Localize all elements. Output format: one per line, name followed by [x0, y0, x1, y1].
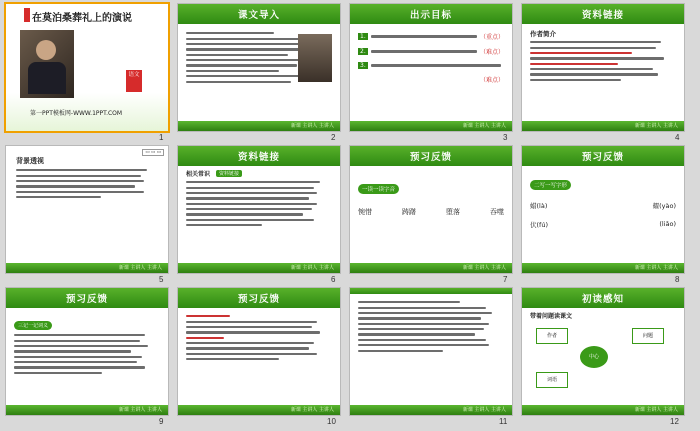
- slide-thumbnail-5[interactable]: ▭ ▭ ▭ 背景透视 新课 主讲人 主讲人: [6, 146, 168, 273]
- slide-number: 2: [331, 133, 336, 142]
- slide-number: 10: [327, 417, 336, 426]
- slide-thumbnail-9[interactable]: 预习反馈 三记一记词义 新课 主讲人 主讲人: [6, 288, 168, 415]
- mindmap-node: 问题: [632, 328, 664, 344]
- slide-thumbnail-2[interactable]: 课文导入 新课 主讲人 主讲人: [178, 4, 340, 131]
- slide-number: 1: [159, 133, 164, 142]
- slide-header: 资料链接: [178, 146, 340, 166]
- slide-header: 预习反馈: [178, 288, 340, 308]
- slide-thumbnail-11[interactable]: 新课 主讲人 主讲人: [350, 288, 512, 415]
- slide-thumbnail-12[interactable]: 初读感知 带着问题读课文 中心 作者 词语 问题 新课 主讲人 主讲人: [522, 288, 684, 415]
- slide-header: 预习反馈: [522, 146, 684, 166]
- section-subtitle: 作者简介: [530, 30, 556, 38]
- mindmap-center-node: 中心: [580, 346, 608, 368]
- slide-number: 11: [499, 417, 508, 426]
- slide-header: 课文导入: [178, 4, 340, 24]
- section-subtitle: 背景透视: [16, 157, 44, 165]
- slide-header: 预习反馈: [350, 146, 512, 166]
- section-subtitle: 带着问题读课文: [530, 313, 573, 320]
- portrait-image: [298, 34, 332, 82]
- title-marker: [24, 8, 30, 22]
- mindmap-node: 词语: [536, 372, 568, 388]
- slide-thumbnail-4[interactable]: 资料链接 作者简介 新课 主讲人 主讲人: [522, 4, 684, 131]
- section-tab: 一读一读字音: [358, 184, 399, 194]
- slide-title: 在莫泊桑葬礼上的演说: [32, 13, 132, 24]
- slide-number: 4: [675, 133, 680, 142]
- site-text: 第一PPT模板网-WWW.1PPT.COM: [30, 110, 123, 117]
- slide-thumbnail-1[interactable]: [6, 4, 168, 131]
- slide-header: 初读感知: [522, 288, 684, 308]
- slide-number: 6: [331, 275, 336, 284]
- slide-number: 12: [670, 417, 679, 426]
- section-tab: 三记一记词义: [14, 321, 52, 330]
- mindmap-node: 作者: [536, 328, 568, 344]
- subject-stamp: 语文: [126, 70, 142, 92]
- slide-number: 8: [675, 275, 680, 284]
- slide-header: 出示目标: [350, 4, 512, 24]
- slide-header: 预习反馈: [6, 288, 168, 308]
- portrait-image: [20, 30, 74, 98]
- slide-thumbnail-3[interactable]: 出示目标 1. （重点） 2. （难点） 3. （难点） 新课 主讲人 主讲人: [350, 4, 512, 131]
- slide-header: 资料链接: [522, 4, 684, 24]
- slide-number: 5: [159, 275, 164, 284]
- slide-number: 7: [503, 275, 508, 284]
- slide-number: 3: [503, 133, 508, 142]
- slide-thumbnail-7[interactable]: 预习反馈 一读一读字音 惋惜 踌躇 堕落 吞噬 新课 主讲人 主讲人: [350, 146, 512, 273]
- slide-thumbnail-8[interactable]: 预习反馈 二写一写字形 蜡(là) 耀(yào) 伏(fú) (liǎo) 新课 主讲人 主讲人: [522, 146, 684, 273]
- slide-tag: ▭ ▭ ▭: [142, 149, 164, 156]
- slide-thumbnail-10[interactable]: 预习反馈 新课 主讲人 主讲人: [178, 288, 340, 415]
- section-tab: 二写一写字形: [530, 180, 571, 190]
- slide-thumbnail-6[interactable]: 资料链接 相关常识 资料链接 新课 主讲人 主讲人: [178, 146, 340, 273]
- slide-number: 9: [159, 417, 164, 426]
- tab-badge: 资料链接: [216, 170, 242, 177]
